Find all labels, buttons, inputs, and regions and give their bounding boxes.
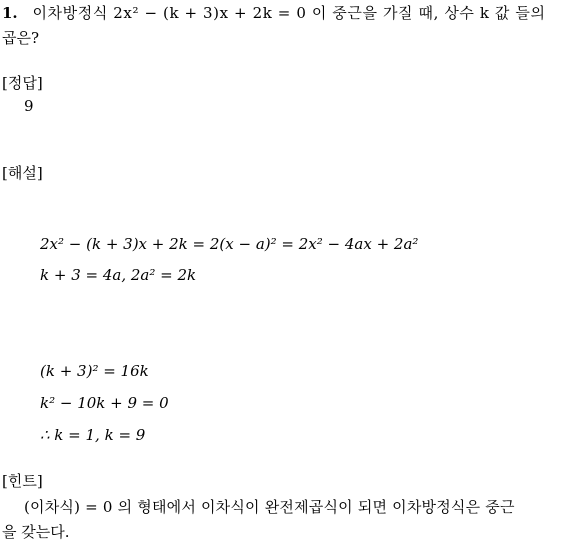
explanation-equation-3: (k + 3)² = 16k: [40, 362, 149, 380]
hint-text-1: (이차식) = 0 의 형태에서 이차식이 완전제곱식이 되면 이차방정식은 중근: [24, 498, 515, 516]
question-line-1: [2, 2, 546, 23]
explanation-equation-1: 2x² − (k + 3)x + 2k = 2(x − a)² = 2x² − 4ax + 2a²: [40, 235, 419, 253]
question-text-2: 곱은?: [2, 29, 40, 47]
question-number: 1.: [2, 4, 18, 22]
hint-text-2: 을 갖는다.: [2, 523, 70, 541]
hint-label: [힌트]: [2, 472, 43, 490]
explanation-equation-4: k² − 10k + 9 = 0: [40, 394, 169, 412]
explanation-equation-2: k + 3 = 4a, 2a² = 2k: [40, 266, 197, 284]
question-text-1: 이차방정식 2x² − (k + 3)x + 2k = 0 이 중근을 가질 때, 상수 k 값 들의: [32, 4, 546, 22]
explanation-label: [해설]: [2, 164, 43, 182]
answer-value: 9: [24, 97, 34, 115]
explanation-equation-5: ∴ k = 1, k = 9: [40, 426, 146, 444]
answer-label: [정답]: [2, 74, 43, 92]
question-block: [2, 2, 546, 23]
